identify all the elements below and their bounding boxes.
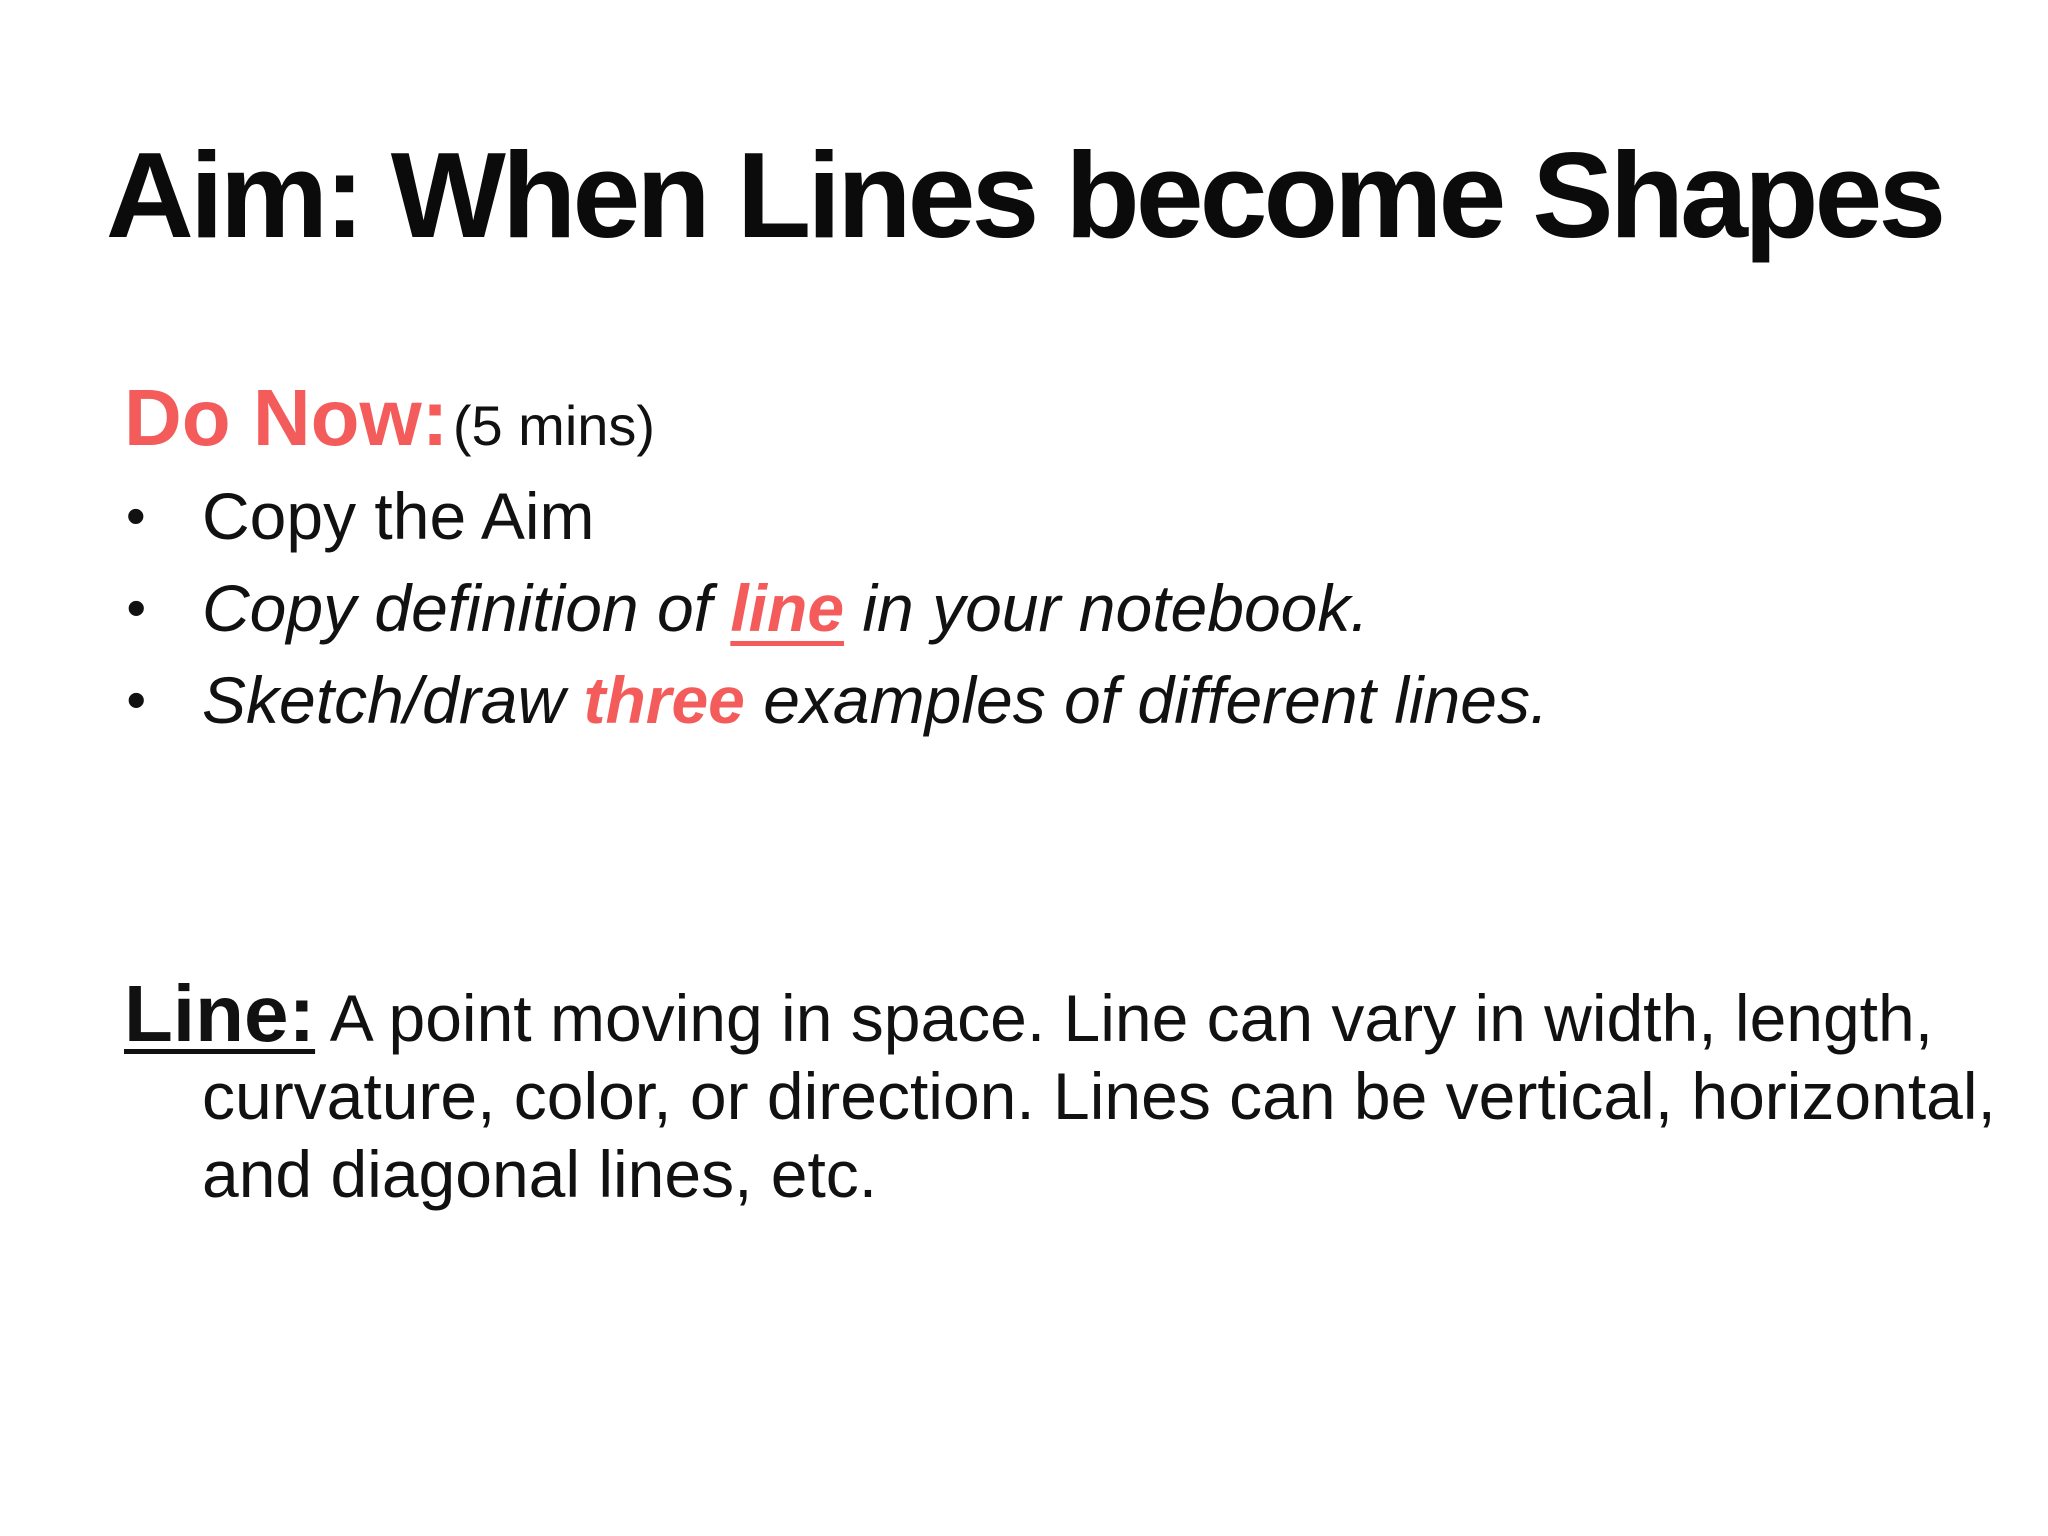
line-definition	[124, 969, 2042, 1213]
keyword-line: line	[730, 571, 845, 645]
task-text: Copy definition of	[202, 571, 731, 645]
bullet-icon: •	[126, 484, 146, 547]
slide-title: Aim: When Lines become Shapes	[105, 127, 1943, 263]
task-list	[124, 470, 1548, 746]
bullet-icon: •	[126, 668, 146, 731]
definition-text: A point moving in space. Line can vary in width, length, curvature, color, or direction. Lines can be vertical, horizontal, and diagonal lines, etc.	[202, 981, 1996, 1211]
task-text: examples of different lines.	[744, 663, 1549, 737]
definition-term: Line:	[124, 969, 316, 1058]
bullet-icon: •	[126, 576, 146, 639]
do-now-duration: (5 mins)	[452, 394, 656, 457]
task-text: in your notebook.	[844, 571, 1369, 645]
keyword-three: three	[583, 663, 745, 737]
task-text: Sketch/draw	[202, 663, 584, 737]
do-now-heading	[124, 370, 655, 466]
list-item	[124, 470, 1548, 562]
do-now-label: Do Now:	[124, 373, 449, 462]
list-item	[124, 562, 1548, 654]
task-copy-aim: Copy the Aim	[202, 479, 595, 553]
list-item	[124, 654, 1548, 746]
